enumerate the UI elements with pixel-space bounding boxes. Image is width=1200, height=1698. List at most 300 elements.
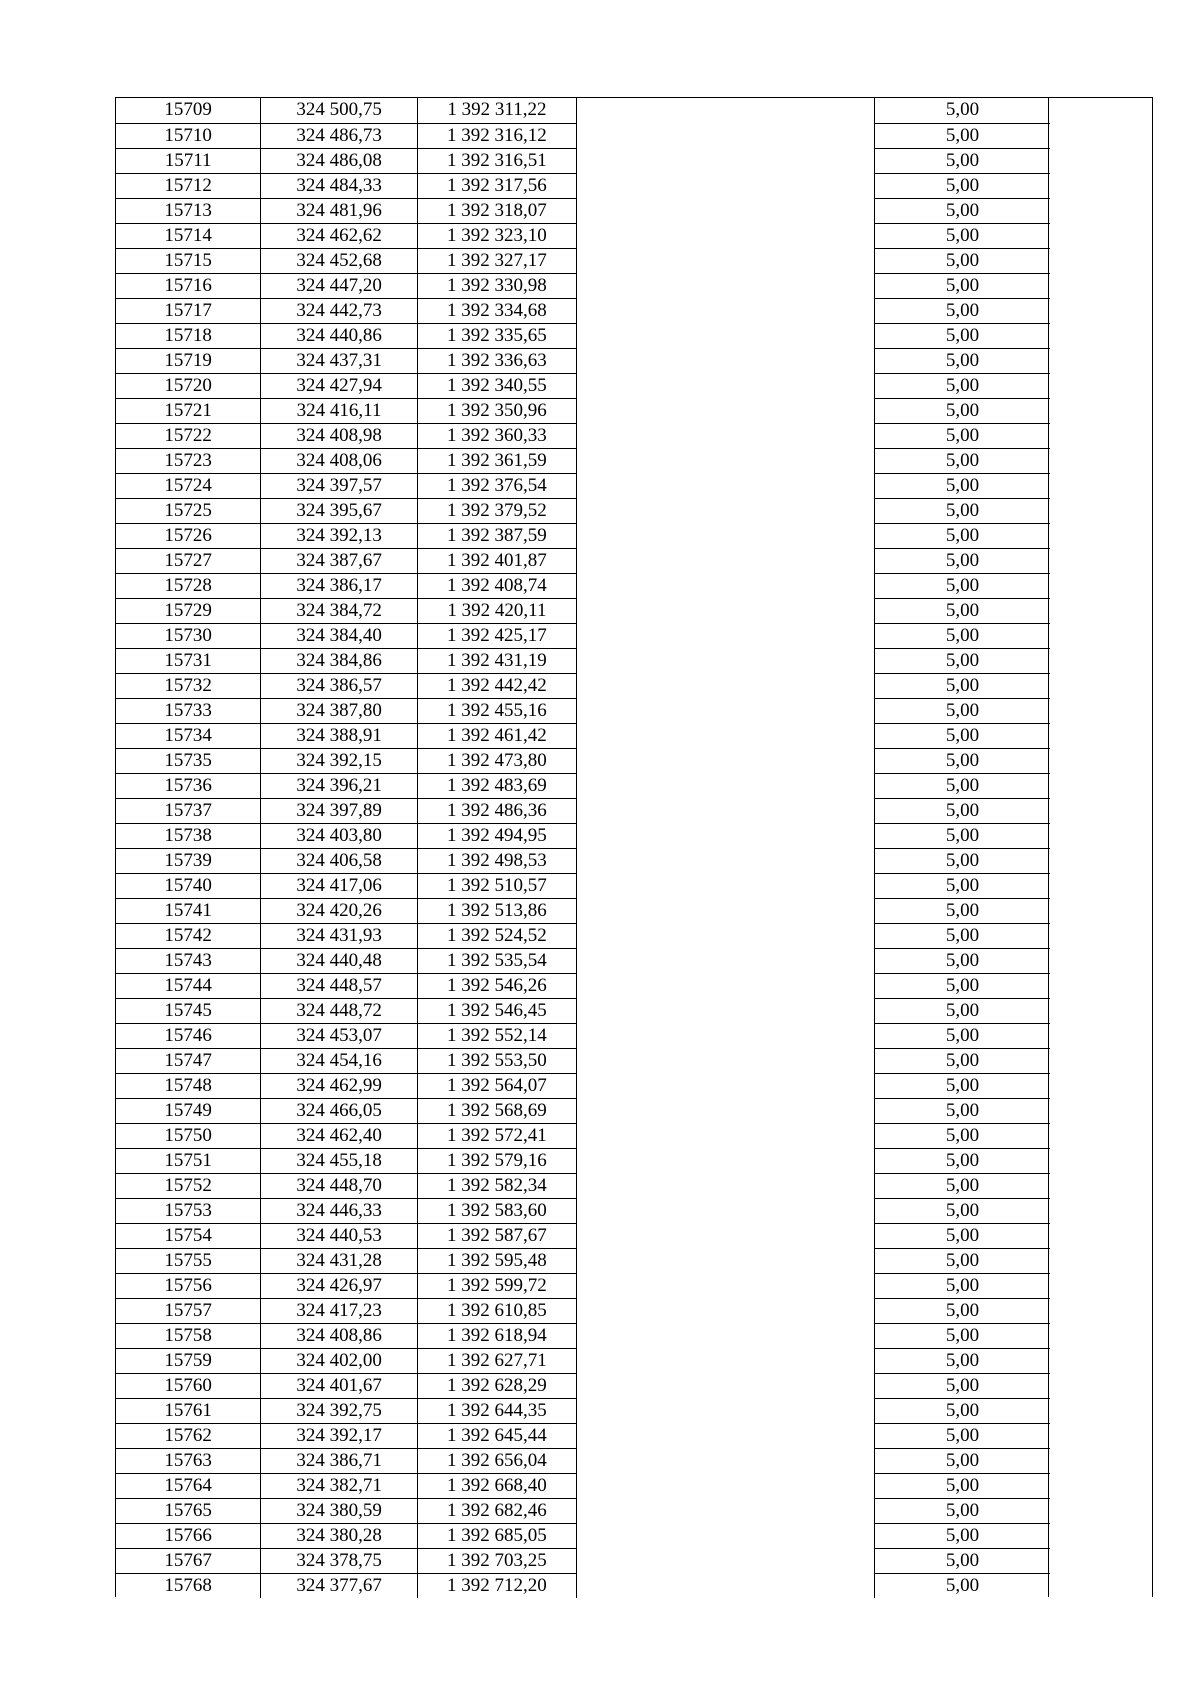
x-coordinate-cell: 324 380,59 — [261, 1498, 418, 1523]
table-row — [116, 1148, 1050, 1173]
point-number-cell: 15754 — [116, 1223, 261, 1248]
point-number-cell: 15719 — [116, 348, 261, 373]
table-row — [116, 623, 1050, 648]
table-row — [116, 273, 1050, 298]
table-row — [116, 473, 1050, 498]
x-coordinate-cell: 324 386,71 — [261, 1448, 418, 1473]
point-number-cell: 15722 — [116, 423, 261, 448]
table-row — [116, 1323, 1050, 1348]
table-row — [116, 748, 1050, 773]
y-coordinate-cell: 1 392 350,96 — [417, 398, 576, 423]
x-coordinate-cell: 324 384,72 — [261, 598, 418, 623]
description-cell — [576, 498, 874, 523]
description-cell — [576, 298, 874, 323]
y-coordinate-cell: 1 392 510,57 — [417, 873, 576, 898]
table-row — [116, 173, 1050, 198]
x-coordinate-cell: 324 431,28 — [261, 1248, 418, 1273]
description-cell — [576, 673, 874, 698]
table-row — [116, 1398, 1050, 1423]
table-row — [116, 1198, 1050, 1223]
point-number-cell: 15765 — [116, 1498, 261, 1523]
table-row — [116, 1248, 1050, 1273]
point-number-cell: 15715 — [116, 248, 261, 273]
accuracy-cell: 5,00 — [875, 1048, 1050, 1073]
accuracy-cell: 5,00 — [875, 148, 1050, 173]
point-number-cell: 15718 — [116, 323, 261, 348]
y-coordinate-cell: 1 392 712,20 — [417, 1573, 576, 1598]
x-coordinate-cell: 324 416,11 — [261, 398, 418, 423]
y-coordinate-cell: 1 392 656,04 — [417, 1448, 576, 1473]
point-number-cell: 15712 — [116, 173, 261, 198]
description-cell — [576, 123, 874, 148]
accuracy-cell: 5,00 — [875, 173, 1050, 198]
x-coordinate-cell: 324 377,67 — [261, 1573, 418, 1598]
table-row — [116, 1023, 1050, 1048]
y-coordinate-cell: 1 392 599,72 — [417, 1273, 576, 1298]
table-row — [116, 898, 1050, 923]
y-coordinate-cell: 1 392 311,22 — [417, 98, 576, 123]
point-number-cell: 15729 — [116, 598, 261, 623]
table-row — [116, 298, 1050, 323]
accuracy-cell: 5,00 — [875, 573, 1050, 598]
accuracy-cell: 5,00 — [875, 898, 1050, 923]
y-coordinate-cell: 1 392 486,36 — [417, 798, 576, 823]
x-coordinate-cell: 324 452,68 — [261, 248, 418, 273]
description-cell — [576, 848, 874, 873]
x-coordinate-cell: 324 387,67 — [261, 548, 418, 573]
accuracy-cell: 5,00 — [875, 348, 1050, 373]
point-number-cell: 15738 — [116, 823, 261, 848]
accuracy-cell: 5,00 — [875, 923, 1050, 948]
x-coordinate-cell: 324 486,73 — [261, 123, 418, 148]
description-cell — [576, 148, 874, 173]
description-cell — [576, 773, 874, 798]
table-row — [116, 1498, 1050, 1523]
y-coordinate-cell: 1 392 461,42 — [417, 723, 576, 748]
y-coordinate-cell: 1 392 595,48 — [417, 1248, 576, 1273]
description-cell — [576, 1498, 874, 1523]
accuracy-cell: 5,00 — [875, 873, 1050, 898]
accuracy-cell: 5,00 — [875, 1548, 1050, 1573]
y-coordinate-cell: 1 392 579,16 — [417, 1148, 576, 1173]
point-number-cell: 15747 — [116, 1048, 261, 1073]
accuracy-cell: 5,00 — [875, 298, 1050, 323]
x-coordinate-cell: 324 448,72 — [261, 998, 418, 1023]
x-coordinate-cell: 324 392,13 — [261, 523, 418, 548]
description-cell — [576, 1073, 874, 1098]
table-row — [116, 123, 1050, 148]
y-coordinate-cell: 1 392 455,16 — [417, 698, 576, 723]
x-coordinate-cell: 324 417,06 — [261, 873, 418, 898]
point-number-cell: 15751 — [116, 1148, 261, 1173]
description-cell — [576, 623, 874, 648]
accuracy-cell: 5,00 — [875, 198, 1050, 223]
point-number-cell: 15726 — [116, 523, 261, 548]
accuracy-cell: 5,00 — [875, 523, 1050, 548]
y-coordinate-cell: 1 392 473,80 — [417, 748, 576, 773]
table-row — [116, 1348, 1050, 1373]
description-cell — [576, 1448, 874, 1473]
description-cell — [576, 723, 874, 748]
y-coordinate-cell: 1 392 498,53 — [417, 848, 576, 873]
y-coordinate-cell: 1 392 361,59 — [417, 448, 576, 473]
x-coordinate-cell: 324 380,28 — [261, 1523, 418, 1548]
table-row — [116, 798, 1050, 823]
x-coordinate-cell: 324 454,16 — [261, 1048, 418, 1073]
y-coordinate-cell: 1 392 703,25 — [417, 1548, 576, 1573]
point-number-cell: 15752 — [116, 1173, 261, 1198]
accuracy-cell: 5,00 — [875, 948, 1050, 973]
x-coordinate-cell: 324 392,15 — [261, 748, 418, 773]
y-coordinate-cell: 1 392 553,50 — [417, 1048, 576, 1073]
point-number-cell: 15756 — [116, 1273, 261, 1298]
point-number-cell: 15762 — [116, 1423, 261, 1448]
accuracy-cell: 5,00 — [875, 1398, 1050, 1423]
y-coordinate-cell: 1 392 335,65 — [417, 323, 576, 348]
point-number-cell: 15763 — [116, 1448, 261, 1473]
last-column-border — [1048, 98, 1049, 1597]
description-cell — [576, 473, 874, 498]
accuracy-cell: 5,00 — [875, 273, 1050, 298]
table-row — [116, 1073, 1050, 1098]
y-coordinate-cell: 1 392 387,59 — [417, 523, 576, 548]
table-row — [116, 1448, 1050, 1473]
accuracy-cell: 5,00 — [875, 673, 1050, 698]
accuracy-cell: 5,00 — [875, 998, 1050, 1023]
y-coordinate-cell: 1 392 546,45 — [417, 998, 576, 1023]
y-coordinate-cell: 1 392 568,69 — [417, 1098, 576, 1123]
description-cell — [576, 873, 874, 898]
table-row — [116, 1048, 1050, 1073]
coordinates-table — [116, 98, 1050, 1598]
y-coordinate-cell: 1 392 334,68 — [417, 298, 576, 323]
y-coordinate-cell: 1 392 572,41 — [417, 1123, 576, 1148]
x-coordinate-cell: 324 403,80 — [261, 823, 418, 848]
accuracy-cell: 5,00 — [875, 1523, 1050, 1548]
description-cell — [576, 1148, 874, 1173]
point-number-cell: 15737 — [116, 798, 261, 823]
point-number-cell: 15735 — [116, 748, 261, 773]
description-cell — [576, 1273, 874, 1298]
table-row — [116, 498, 1050, 523]
table-row — [116, 1423, 1050, 1448]
y-coordinate-cell: 1 392 645,44 — [417, 1423, 576, 1448]
y-coordinate-cell: 1 392 330,98 — [417, 273, 576, 298]
y-coordinate-cell: 1 392 379,52 — [417, 498, 576, 523]
description-cell — [576, 1198, 874, 1223]
x-coordinate-cell: 324 448,57 — [261, 973, 418, 998]
x-coordinate-cell: 324 440,53 — [261, 1223, 418, 1248]
description-cell — [576, 1473, 874, 1498]
accuracy-cell: 5,00 — [875, 1323, 1050, 1348]
accuracy-cell: 5,00 — [875, 1423, 1050, 1448]
x-coordinate-cell: 324 462,99 — [261, 1073, 418, 1098]
x-coordinate-cell: 324 408,06 — [261, 448, 418, 473]
x-coordinate-cell: 324 388,91 — [261, 723, 418, 748]
y-coordinate-cell: 1 392 618,94 — [417, 1323, 576, 1348]
point-number-cell: 15767 — [116, 1548, 261, 1573]
x-coordinate-cell: 324 440,48 — [261, 948, 418, 973]
description-cell — [576, 1373, 874, 1398]
point-number-cell: 15725 — [116, 498, 261, 523]
description-cell — [576, 373, 874, 398]
point-number-cell: 15748 — [116, 1073, 261, 1098]
accuracy-cell: 5,00 — [875, 1123, 1050, 1148]
y-coordinate-cell: 1 392 316,51 — [417, 148, 576, 173]
y-coordinate-cell: 1 392 535,54 — [417, 948, 576, 973]
accuracy-cell: 5,00 — [875, 1198, 1050, 1223]
description-cell — [576, 898, 874, 923]
table-row — [116, 723, 1050, 748]
point-number-cell: 15724 — [116, 473, 261, 498]
point-number-cell: 15709 — [116, 98, 261, 123]
description-cell — [576, 1523, 874, 1548]
description-cell — [576, 1023, 874, 1048]
accuracy-cell: 5,00 — [875, 1248, 1050, 1273]
x-coordinate-cell: 324 500,75 — [261, 98, 418, 123]
accuracy-cell: 5,00 — [875, 1448, 1050, 1473]
accuracy-cell: 5,00 — [875, 323, 1050, 348]
point-number-cell: 15742 — [116, 923, 261, 948]
x-coordinate-cell: 324 397,57 — [261, 473, 418, 498]
table-row — [116, 373, 1050, 398]
description-cell — [576, 973, 874, 998]
accuracy-cell: 5,00 — [875, 473, 1050, 498]
x-coordinate-cell: 324 448,70 — [261, 1173, 418, 1198]
point-number-cell: 15723 — [116, 448, 261, 473]
table-row — [116, 323, 1050, 348]
x-coordinate-cell: 324 453,07 — [261, 1023, 418, 1048]
y-coordinate-cell: 1 392 582,34 — [417, 1173, 576, 1198]
description-cell — [576, 598, 874, 623]
x-coordinate-cell: 324 484,33 — [261, 173, 418, 198]
description-cell — [576, 223, 874, 248]
accuracy-cell: 5,00 — [875, 123, 1050, 148]
y-coordinate-cell: 1 392 376,54 — [417, 473, 576, 498]
accuracy-cell: 5,00 — [875, 1098, 1050, 1123]
description-cell — [576, 823, 874, 848]
description-cell — [576, 798, 874, 823]
point-number-cell: 15757 — [116, 1298, 261, 1323]
point-number-cell: 15713 — [116, 198, 261, 223]
accuracy-cell: 5,00 — [875, 223, 1050, 248]
description-cell — [576, 1098, 874, 1123]
point-number-cell: 15755 — [116, 1248, 261, 1273]
accuracy-cell: 5,00 — [875, 1223, 1050, 1248]
table-row — [116, 823, 1050, 848]
y-coordinate-cell: 1 392 323,10 — [417, 223, 576, 248]
table-row — [116, 1123, 1050, 1148]
description-cell — [576, 348, 874, 373]
accuracy-cell: 5,00 — [875, 1073, 1050, 1098]
table-row — [116, 973, 1050, 998]
y-coordinate-cell: 1 392 682,46 — [417, 1498, 576, 1523]
description-cell — [576, 1223, 874, 1248]
table-row — [116, 998, 1050, 1023]
table-row — [116, 523, 1050, 548]
accuracy-cell: 5,00 — [875, 1148, 1050, 1173]
table-row — [116, 1298, 1050, 1323]
y-coordinate-cell: 1 392 327,17 — [417, 248, 576, 273]
point-number-cell: 15717 — [116, 298, 261, 323]
table-row — [116, 1173, 1050, 1198]
accuracy-cell: 5,00 — [875, 1273, 1050, 1298]
table-row — [116, 1223, 1050, 1248]
x-coordinate-cell: 324 395,67 — [261, 498, 418, 523]
point-number-cell: 15732 — [116, 673, 261, 698]
description-cell — [576, 1248, 874, 1273]
point-number-cell: 15736 — [116, 773, 261, 798]
table-row — [116, 948, 1050, 973]
accuracy-cell: 5,00 — [875, 1473, 1050, 1498]
accuracy-cell: 5,00 — [875, 698, 1050, 723]
description-cell — [576, 323, 874, 348]
y-coordinate-cell: 1 392 587,67 — [417, 1223, 576, 1248]
y-coordinate-cell: 1 392 564,07 — [417, 1073, 576, 1098]
point-number-cell: 15739 — [116, 848, 261, 873]
y-coordinate-cell: 1 392 685,05 — [417, 1523, 576, 1548]
x-coordinate-cell: 324 417,23 — [261, 1298, 418, 1323]
accuracy-cell: 5,00 — [875, 823, 1050, 848]
x-coordinate-cell: 324 408,98 — [261, 423, 418, 448]
x-coordinate-cell: 324 440,86 — [261, 323, 418, 348]
table-row — [116, 423, 1050, 448]
y-coordinate-cell: 1 392 316,12 — [417, 123, 576, 148]
table-row — [116, 1098, 1050, 1123]
accuracy-cell: 5,00 — [875, 1573, 1050, 1598]
x-coordinate-cell: 324 378,75 — [261, 1548, 418, 1573]
point-number-cell: 15741 — [116, 898, 261, 923]
description-cell — [576, 398, 874, 423]
accuracy-cell: 5,00 — [875, 548, 1050, 573]
table-row — [116, 598, 1050, 623]
accuracy-cell: 5,00 — [875, 248, 1050, 273]
description-cell — [576, 1548, 874, 1573]
point-number-cell: 15727 — [116, 548, 261, 573]
table-row — [116, 248, 1050, 273]
y-coordinate-cell: 1 392 336,63 — [417, 348, 576, 373]
x-coordinate-cell: 324 437,31 — [261, 348, 418, 373]
description-cell — [576, 98, 874, 123]
y-coordinate-cell: 1 392 583,60 — [417, 1198, 576, 1223]
accuracy-cell: 5,00 — [875, 598, 1050, 623]
point-number-cell: 15716 — [116, 273, 261, 298]
description-cell — [576, 1323, 874, 1348]
table-row — [116, 698, 1050, 723]
coordinates-table-body — [116, 98, 1050, 1598]
accuracy-cell: 5,00 — [875, 373, 1050, 398]
table-row — [116, 98, 1050, 123]
y-coordinate-cell: 1 392 668,40 — [417, 1473, 576, 1498]
accuracy-cell: 5,00 — [875, 1173, 1050, 1198]
point-number-cell: 15759 — [116, 1348, 261, 1373]
description-cell — [576, 573, 874, 598]
point-number-cell: 15764 — [116, 1473, 261, 1498]
table-row — [116, 1548, 1050, 1573]
x-coordinate-cell: 324 392,17 — [261, 1423, 418, 1448]
description-cell — [576, 173, 874, 198]
x-coordinate-cell: 324 442,73 — [261, 298, 418, 323]
accuracy-cell: 5,00 — [875, 1348, 1050, 1373]
point-number-cell: 15740 — [116, 873, 261, 898]
table-row — [116, 198, 1050, 223]
table-row — [116, 348, 1050, 373]
x-coordinate-cell: 324 402,00 — [261, 1348, 418, 1373]
description-cell — [576, 1123, 874, 1148]
table-row — [116, 148, 1050, 173]
y-coordinate-cell: 1 392 317,56 — [417, 173, 576, 198]
y-coordinate-cell: 1 392 360,33 — [417, 423, 576, 448]
x-coordinate-cell: 324 462,40 — [261, 1123, 418, 1148]
point-number-cell: 15760 — [116, 1373, 261, 1398]
accuracy-cell: 5,00 — [875, 98, 1050, 123]
accuracy-cell: 5,00 — [875, 448, 1050, 473]
accuracy-cell: 5,00 — [875, 1298, 1050, 1323]
table-row — [116, 648, 1050, 673]
y-coordinate-cell: 1 392 340,55 — [417, 373, 576, 398]
x-coordinate-cell: 324 392,75 — [261, 1398, 418, 1423]
x-coordinate-cell: 324 447,20 — [261, 273, 418, 298]
table-row — [116, 673, 1050, 698]
point-number-cell: 15745 — [116, 998, 261, 1023]
description-cell — [576, 1298, 874, 1323]
description-cell — [576, 198, 874, 223]
y-coordinate-cell: 1 392 425,17 — [417, 623, 576, 648]
x-coordinate-cell: 324 446,33 — [261, 1198, 418, 1223]
description-cell — [576, 948, 874, 973]
accuracy-cell: 5,00 — [875, 1373, 1050, 1398]
accuracy-cell: 5,00 — [875, 398, 1050, 423]
point-number-cell: 15733 — [116, 698, 261, 723]
point-number-cell: 15710 — [116, 123, 261, 148]
description-cell — [576, 648, 874, 673]
accuracy-cell: 5,00 — [875, 773, 1050, 798]
x-coordinate-cell: 324 382,71 — [261, 1473, 418, 1498]
y-coordinate-cell: 1 392 483,69 — [417, 773, 576, 798]
description-cell — [576, 523, 874, 548]
y-coordinate-cell: 1 392 442,42 — [417, 673, 576, 698]
accuracy-cell: 5,00 — [875, 498, 1050, 523]
y-coordinate-cell: 1 392 494,95 — [417, 823, 576, 848]
description-cell — [576, 273, 874, 298]
y-coordinate-cell: 1 392 420,11 — [417, 598, 576, 623]
point-number-cell: 15744 — [116, 973, 261, 998]
description-cell — [576, 1398, 874, 1423]
table-row — [116, 548, 1050, 573]
point-number-cell: 15711 — [116, 148, 261, 173]
x-coordinate-cell: 324 397,89 — [261, 798, 418, 823]
description-cell — [576, 748, 874, 773]
description-cell — [576, 548, 874, 573]
y-coordinate-cell: 1 392 408,74 — [417, 573, 576, 598]
table-row — [116, 398, 1050, 423]
table-row — [116, 448, 1050, 473]
point-number-cell: 15746 — [116, 1023, 261, 1048]
accuracy-cell: 5,00 — [875, 1023, 1050, 1048]
accuracy-cell: 5,00 — [875, 423, 1050, 448]
x-coordinate-cell: 324 466,05 — [261, 1098, 418, 1123]
x-coordinate-cell: 324 401,67 — [261, 1373, 418, 1398]
table-row — [116, 923, 1050, 948]
point-number-cell: 15714 — [116, 223, 261, 248]
table-row — [116, 873, 1050, 898]
coordinates-table-page — [115, 97, 1153, 1597]
y-coordinate-cell: 1 392 628,29 — [417, 1373, 576, 1398]
accuracy-cell: 5,00 — [875, 973, 1050, 998]
description-cell — [576, 698, 874, 723]
x-coordinate-cell: 324 462,62 — [261, 223, 418, 248]
table-row — [116, 1373, 1050, 1398]
